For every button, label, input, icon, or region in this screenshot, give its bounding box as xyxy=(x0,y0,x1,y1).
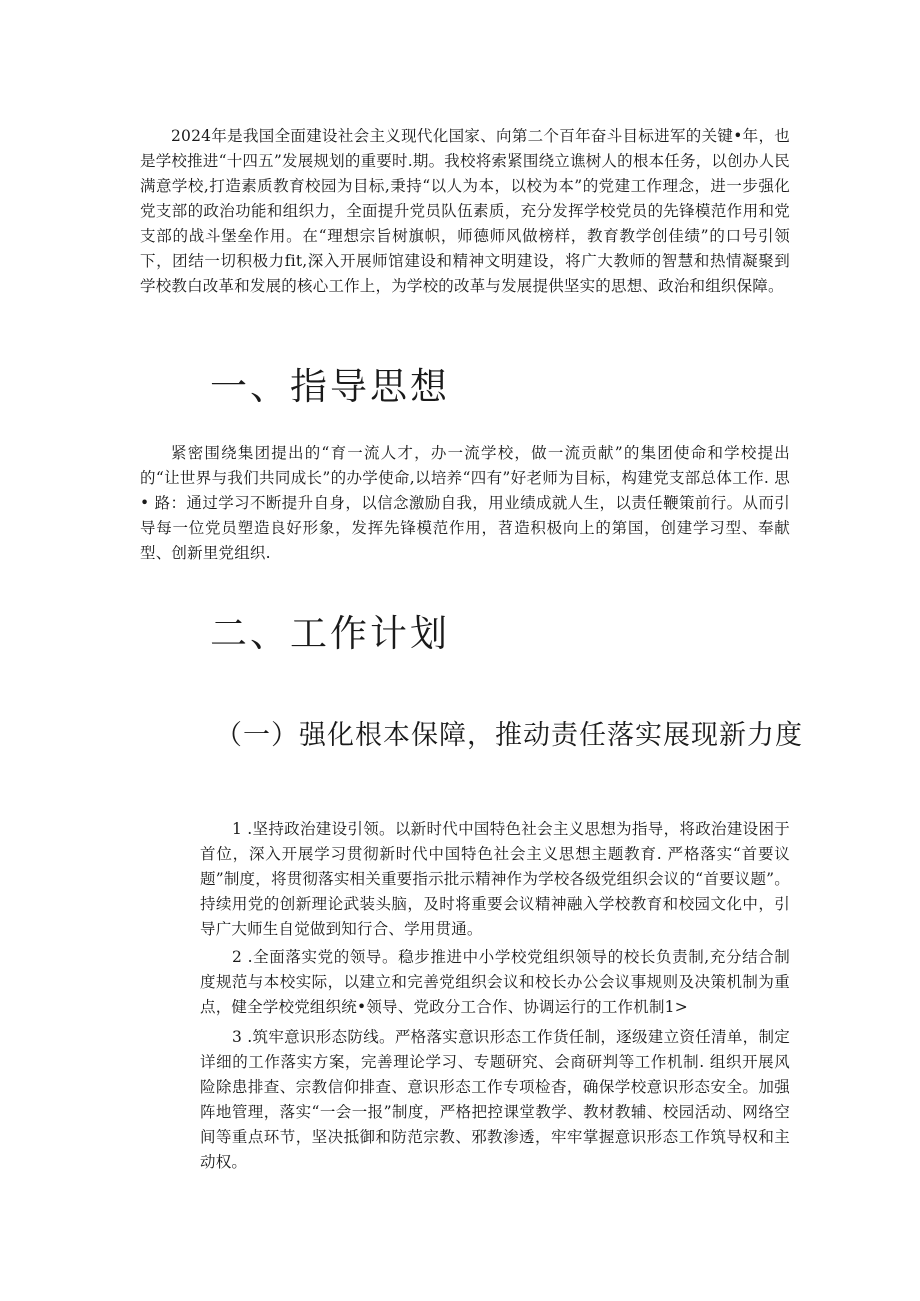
intro-paragraph: 2024年是我国全面建设社会主义现代化国家、向第二个百年奋斗目标进军的关键•年，也是学校推进“十四五”发展规划的重要时.期。我校将索紧围绕立谯树人的根本任务，以创办人民满意学校,打造素质教育校园为目标,秉持“以人为本，以校为本”的党建工作理念，进一步强化党支部的政治功能和组织力，全面提升党员队伍素质，充分发挥学校党员的先锋模范作用和党支部的战斗堡垒作用。在“理想宗旨树旗帜，师德师风做榜样，教育教学创佳绩”的口号引领下，团结一切积极力fit,深入开展师馆建设和精神文明建设，将广大教师的智慧和热情凝聚到学校教白改革和发展的核心工作上，为学校的改革与发展提供坚实的思想、政治和组织保障。 xyxy=(140,127,790,295)
work-plan-item-1: 1 .坚持政治建设引领。以新时代中国特色社会主义思想为指导，将政治建设困于首位，深入开展学习贯彻新时代中国特色社会主义思想主题教育. 严格落实“首要议题”制度，将贯彻落实相关重要指示批示精神作为学校各级党组织会议的“首要议题”。持续用党的创新理论武装头脑，及时将重要会议精神融入学校教育和校园文化中，引导广大师生自觉做到知行合、学用贯通。 xyxy=(200,820,790,938)
work-plan-item-3: 3 .筑牢意识形态防线。严格落实意识形态工作货任制，逐级建立资任清单，制定详细的工作落实方案，完善理论学习、专题研究、会商研判等工作机制. 组织开展风险除患排查、宗教信仰排查、意识形态工作专项检杳，确保学校意识形态安全。加强阵地管理，落实“一会一报”制度，严格把控课堂教学、教材教辅、校园活动、网络空间等重点环节，坚决抵御和防范宗教、邪教渗透，牢牢掌握意识形态工作筑导权和主动权。 xyxy=(200,1028,790,1171)
section-heading-guiding-ideology: 一、指导思想 xyxy=(210,365,450,408)
subsection-heading: （一）强化根本保障，推动责任落实展现新力度 xyxy=(215,720,803,751)
section-heading-work-plan: 二、工作计划 xyxy=(210,612,450,655)
guiding-ideology-paragraph: 紧密围绕集团提出的“育一流人才，办一流学校，做一流贡献”的集团使命和学校提出的“让世界与我们共同成长”的办学使命,以培养“四有”好老师为目标，构建党支部总体工作. 思 • 路：通过学习不断提升自身，以信念激励自我，用业绩成就人生，以责任鞭策前行。从而引导每一位党员塑造良好形象，发挥先锋模范作用，苕造积极向上的第国，创建学习型、奉献型、创新里党组织. xyxy=(140,444,790,562)
work-plan-item-2: 2 .全面落实党的领导。稳步推进中小学校党组织领导的校长负责制,充分结合制度规范与本校实际，以建立和完善党组织会议和校长办公会议事规则及决策机制为重点，健全学校党组织统•领导、党政分工合作、协调运行的工作机制1> xyxy=(200,948,790,1016)
